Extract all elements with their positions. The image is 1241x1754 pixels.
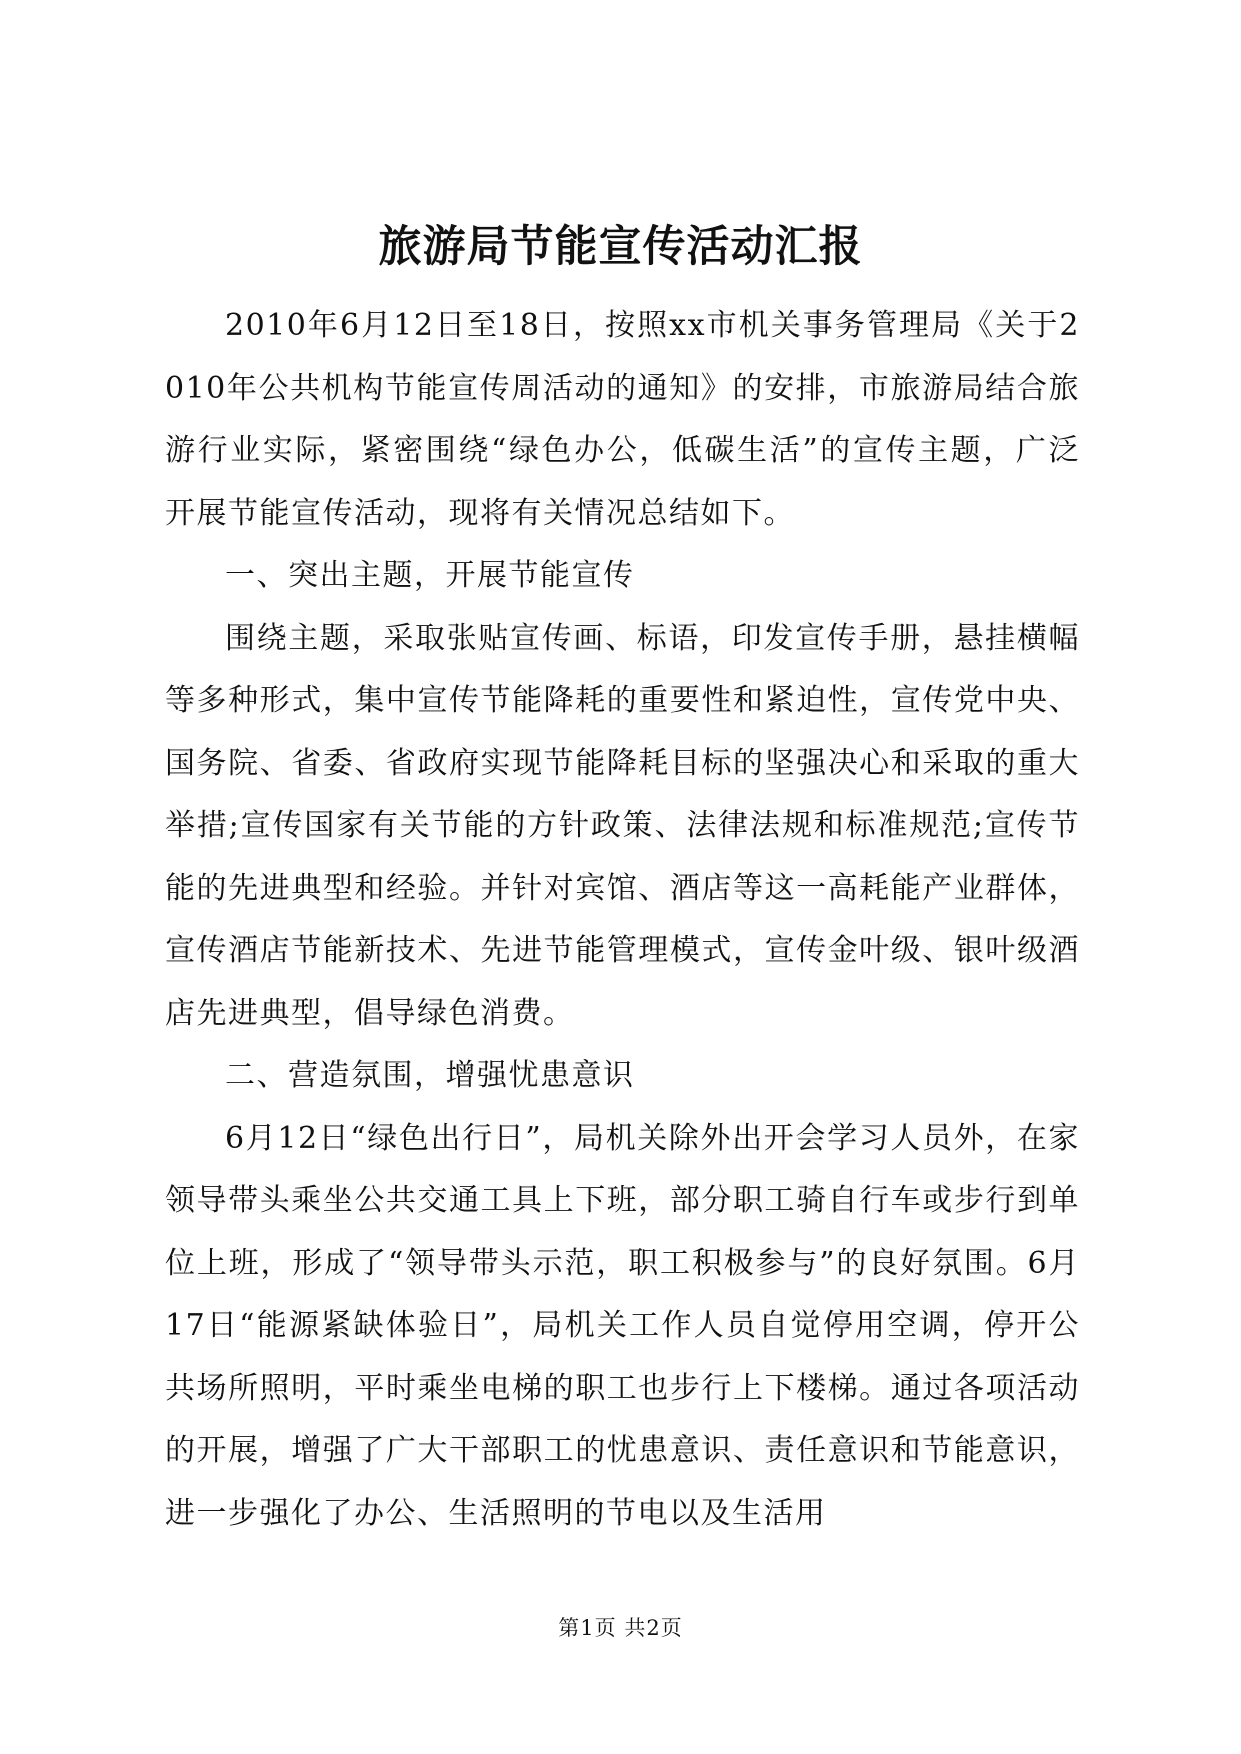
section-heading-1: 一、突出主题，开展节能宣传 — [225, 558, 635, 593]
paragraph-section-2: 6月12日“绿色出行日”，局机关除外出开会学习人员外，在家领导带头乘坐公共交通工具上下班，部分职工骑自行车或步行到单位上班，形成了“领导带头示范，职工积极参与”的良好氛围。6月17日“能源紧缺体验日”，局机关工作人员自觉停用空调，停开公共场所照明，平时乘坐电梯的职工也步行上下楼梯。通过各项活动的开展，增强了广大干部职工的忧患意识、责任意识和节能意识，进一步强化了办公、生活照明的节电以及生活用 — [165, 1120, 1080, 1531]
page-number-footer: 第1页 共2页 — [558, 1616, 683, 1640]
paragraph-section-1: 围绕主题，采取张贴宣传画、标语，印发宣传手册，悬挂横幅等多种形式，集中宣传节能降耗的重要性和紧迫性，宣传党中央、国务院、省委、省政府实现节能降耗目标的坚强决心和采取的重大举措;宣传国家有关节能的方针政策、法律法规和标准规范;宣传节能的先进典型和经验。并针对宾馆、酒店等这一高耗能产业群体，宣传酒店节能新技术、先进节能管理模式，宣传金叶级、银叶级酒店先进典型，倡导绿色消费。 — [165, 620, 1080, 1031]
document-body — [165, 295, 1080, 1545]
paragraph-intro: 2010年6月12日至18日，按照xx市机关事务管理局《关于2010年公共机构节能宣传周活动的通知》的安排，市旅游局结合旅游行业实际，紧密围绕“绿色办公，低碳生活”的宣传主题，广泛开展节能宣传活动，现将有关情况总结如下。 — [165, 308, 1080, 531]
document-title: 旅游局节能宣传活动汇报 — [378, 222, 863, 272]
section-heading-2: 二、营造氛围，增强忧患意识 — [225, 1058, 635, 1093]
